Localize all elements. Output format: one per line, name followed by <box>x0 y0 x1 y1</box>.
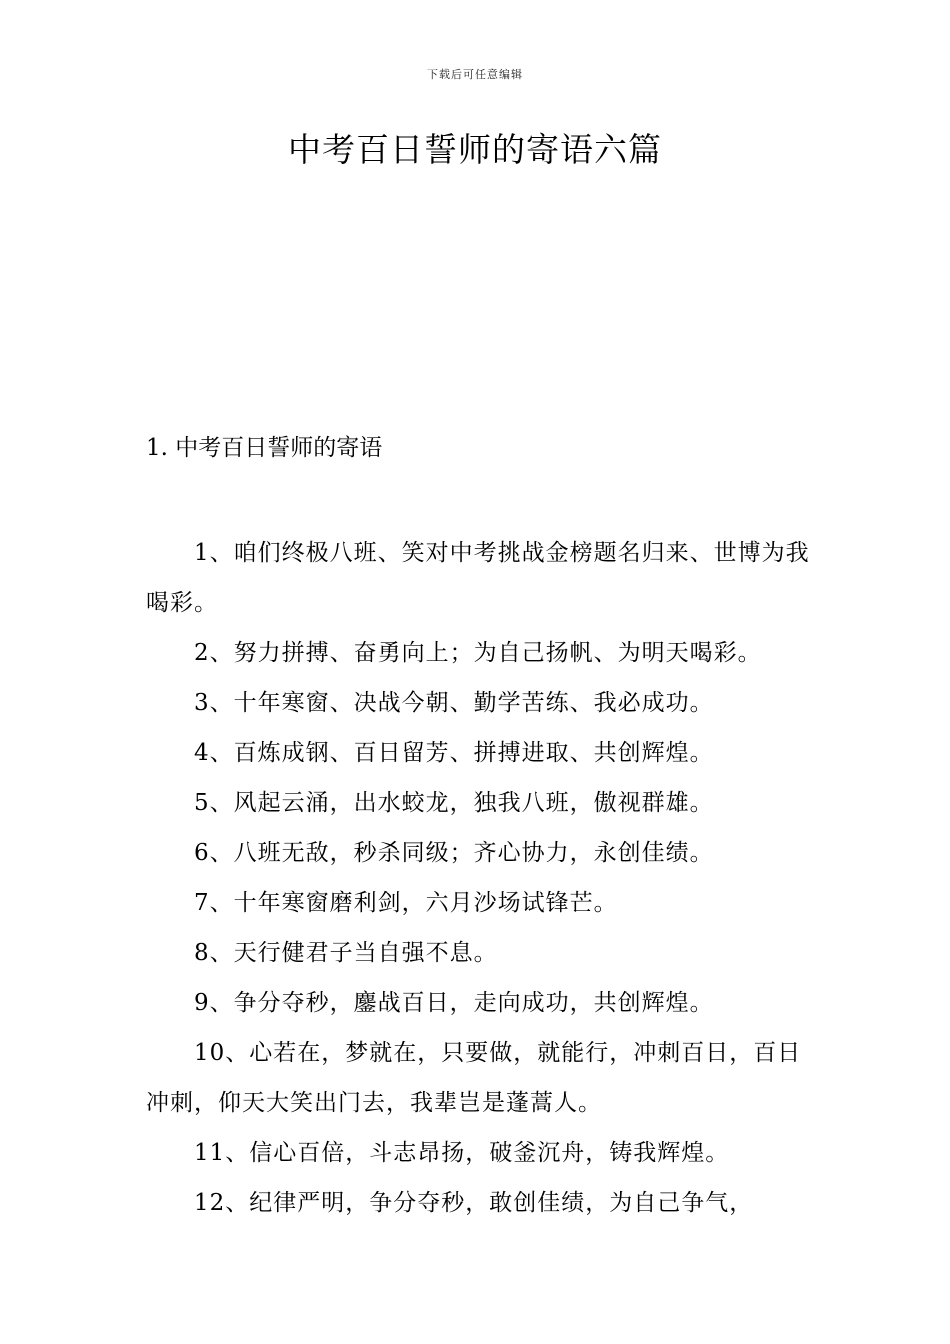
message-item-8: 8、天行健君子当自强不息。 <box>194 940 498 966</box>
message-item-12: 12、纪律严明，争分夺秒，敢创佳绩，为自己争气， <box>194 1190 754 1216</box>
message-item-6: 6、八班无敌，秒杀同级；齐心协力，永创佳绩。 <box>194 840 714 866</box>
message-item-10: 10、心若在，梦就在，只要做，就能行，冲刺百日，百日冲刺，仰天大笑出门去，我辈岂是蓬蒿人。 <box>146 1040 802 1116</box>
message-item-5: 5、风起云涌，出水蛟龙，独我八班，傲视群雄。 <box>194 790 714 816</box>
message-item-2: 2、努力拼搏、奋勇向上；为自己扬帆、为明天喝彩。 <box>194 640 762 666</box>
message-item-11: 11、信心百倍，斗志昂扬，破釜沉舟，铸我辉煌。 <box>194 1140 730 1166</box>
message-item-9: 9、争分夺秒，鏖战百日，走向成功，共创辉煌。 <box>194 990 714 1016</box>
message-list <box>146 528 814 1228</box>
document-title: 中考百日誓师的寄语六篇 <box>288 130 662 169</box>
message-item-1: 1、咱们终极八班、笑对中考挑战金榜题名归来、世博为我喝彩。 <box>146 540 810 616</box>
message-item-7: 7、十年寒窗磨利剑，六月沙场试锋芒。 <box>194 890 618 916</box>
message-item-4: 4、百炼成钢、百日留芳、拼搏进取、共创辉煌。 <box>194 740 714 766</box>
message-item-3: 3、十年寒窗、决战今朝、勤学苦练、我必成功。 <box>194 690 714 716</box>
header-note: 下载后可任意编辑 <box>427 68 523 81</box>
section-heading: 1. 中考百日誓师的寄语 <box>146 435 383 461</box>
